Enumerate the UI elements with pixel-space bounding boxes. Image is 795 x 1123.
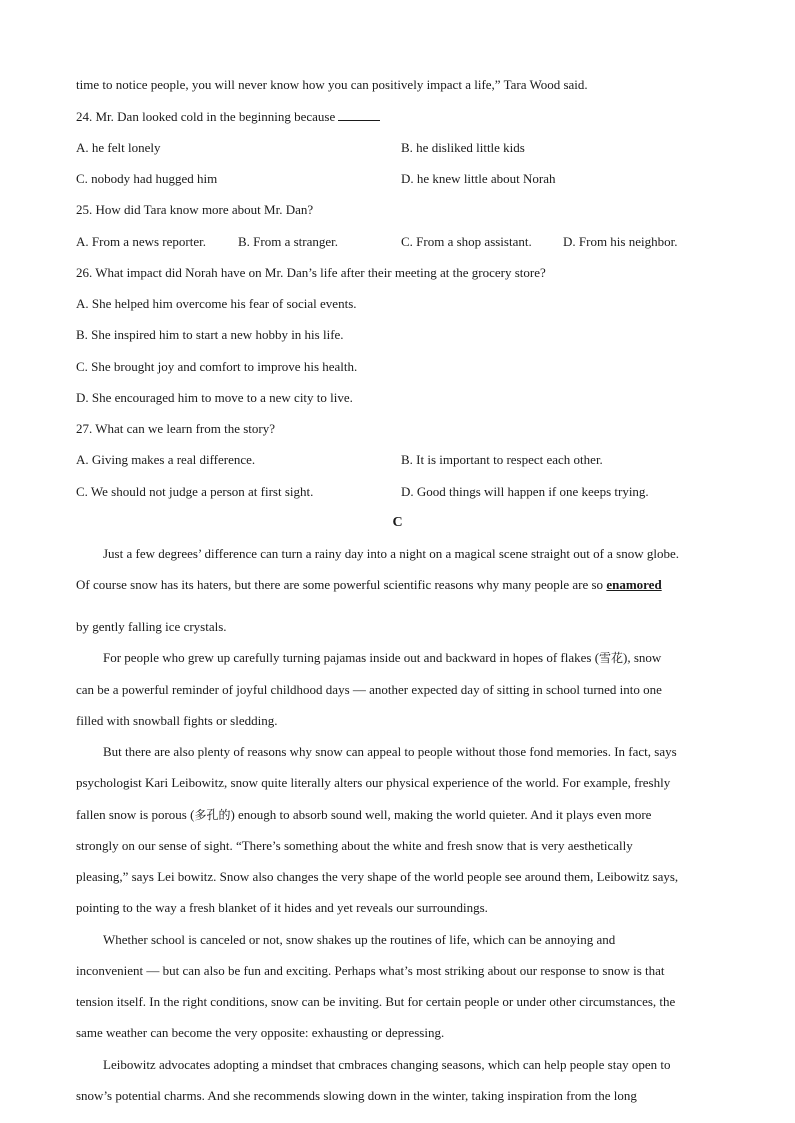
answer-blank xyxy=(338,108,380,121)
paragraph-1-line-1: Just a few degrees’ difference can turn a rainy day into a night on a magical scene straight out of a snow globe. xyxy=(103,546,680,561)
q26-option-a: A. She helped him overcome his fear of social events. xyxy=(76,296,357,311)
paragraph-1-line-2 xyxy=(76,577,662,593)
paragraph-5-line-2: snow’s potential charms. And she recommends slowing down in the winter, taking inspiration from the long xyxy=(76,1088,637,1103)
paragraph-2-text-end: ), snow xyxy=(623,650,662,665)
chinese-gloss: 多孔的 xyxy=(194,808,231,822)
q27-option-a: A. Giving makes a real difference. xyxy=(76,452,256,467)
paragraph-3-line-3 xyxy=(76,807,651,823)
question-24-stem xyxy=(76,108,380,125)
passage-b-closing-line: time to notice people, you will never know how you can positively impact a life,” Tara Wood said. xyxy=(76,77,588,92)
paragraph-4-line-3: tension itself. In the right conditions, snow can be inviting. But for certain people or under other circumstances, the xyxy=(76,994,676,1009)
q25-option-b: B. From a stranger. xyxy=(238,234,339,249)
paragraph-1-text: Of course snow has its haters, but there are some powerful scientific reasons why many people are so xyxy=(76,577,607,592)
question-25-stem: 25. How did Tara know more about Mr. Dan? xyxy=(76,202,314,217)
paragraph-2-line-2: can be a powerful reminder of joyful childhood days — another expected day of sitting in school turned into one xyxy=(76,682,662,697)
q27-option-c: C. We should not judge a person at first sight. xyxy=(76,484,314,499)
paragraph-3-line-1: But there are also plenty of reasons why snow can appeal to people without those fond memories. In fact, says xyxy=(103,744,677,759)
paragraph-3-text-end: ) enough to absorb sound well, making the world quieter. And it plays even more xyxy=(230,807,652,822)
paragraph-1-line-3: by gently falling ice crystals. xyxy=(76,619,227,634)
paragraph-3-line-2: psychologist Kari Leibowitz, snow quite literally alters our physical experience of the world. For example, freshly xyxy=(76,775,671,790)
q27-option-d: D. Good things will happen if one keeps trying. xyxy=(401,484,649,499)
q26-option-b: B. She inspired him to start a new hobby in his life. xyxy=(76,327,344,342)
paragraph-3-line-6: pointing to the way a fresh blanket of it hides and yet reveals our surroundings. xyxy=(76,900,488,915)
q24-option-d: D. he knew little about Norah xyxy=(401,171,556,186)
paragraph-2-text: For people who grew up carefully turning pajamas inside out and backward in hopes of flakes ( xyxy=(103,650,600,665)
paragraph-4-line-1: Whether school is canceled or not, snow shakes up the routines of life, which can be annoying and xyxy=(103,932,616,947)
question-26-stem: 26. What impact did Norah have on Mr. Dan’s life after their meeting at the grocery store? xyxy=(76,265,546,280)
paragraph-3-line-5: pleasing,” says Lei bowitz. Snow also changes the very shape of the world people see around them, Leibowitz says, xyxy=(76,869,679,884)
q25-option-a: A. From a news reporter. xyxy=(76,234,206,249)
q26-option-c: C. She brought joy and comfort to improve his health. xyxy=(76,359,358,374)
q25-option-d: D. From his neighbor. xyxy=(563,234,678,249)
paragraph-3-line-4: strongly on our sense of sight. “There’s something about the white and fresh snow that is very aesthetically xyxy=(76,838,633,853)
paragraph-5-line-1: Leibowitz advocates adopting a mindset that cmbraces changing seasons, which can help people stay open to xyxy=(103,1057,671,1072)
paragraph-2-line-3: filled with snowball fights or sledding. xyxy=(76,713,278,728)
paragraph-4-line-4: same weather can become the very opposite: exhausting or depressing. xyxy=(76,1025,445,1040)
q24-option-a: A. he felt lonely xyxy=(76,140,161,155)
chinese-gloss: 雪花 xyxy=(599,651,624,665)
paragraph-3-text: fallen snow is porous ( xyxy=(76,807,195,822)
section-heading: C xyxy=(392,515,403,530)
q26-option-d: D. She encouraged him to move to a new city to live. xyxy=(76,390,353,405)
q27-option-b: B. It is important to respect each other. xyxy=(401,452,603,467)
q24-option-c: C. nobody had hugged him xyxy=(76,171,218,186)
question-24-text: 24. Mr. Dan looked cold in the beginning because xyxy=(76,109,336,124)
paragraph-2-line-1 xyxy=(103,650,661,666)
paragraph-4-line-2: inconvenient — but can also be fun and exciting. Perhaps what’s most striking about our response to snow is that xyxy=(76,963,665,978)
q25-option-c: C. From a shop assistant. xyxy=(401,234,532,249)
underlined-keyword: enamored xyxy=(606,577,662,592)
q24-option-b: B. he disliked little kids xyxy=(401,140,525,155)
question-27-stem: 27. What can we learn from the story? xyxy=(76,421,276,436)
